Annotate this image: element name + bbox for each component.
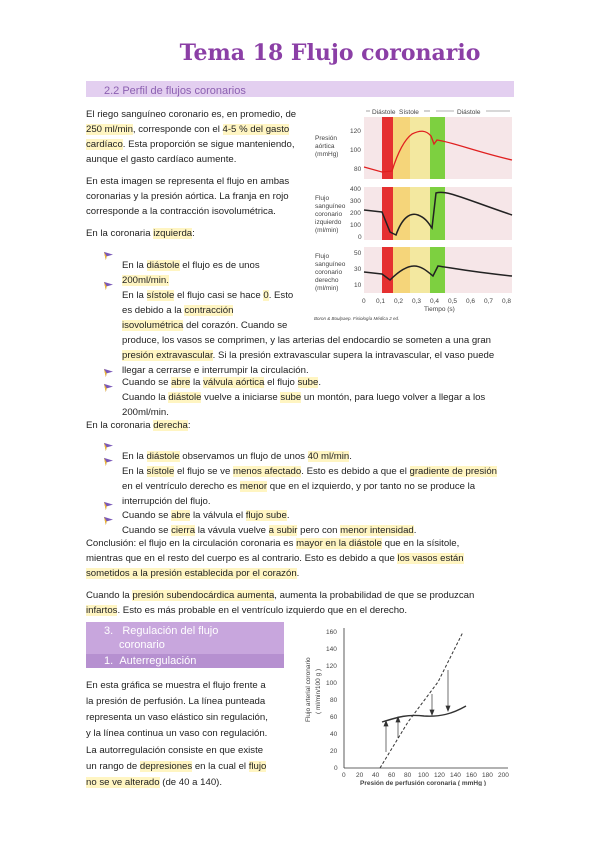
band-red [382,117,393,179]
band-green [430,247,445,293]
highlight: gradiente de presión [409,465,497,477]
text: , aumenta la probabilidad de que se produzcan [274,590,475,601]
regulation-arrows [384,670,450,752]
arrow-bullet-icon [104,281,113,290]
y-tick-label: 0 [334,765,338,772]
tick-label: 50 [354,250,362,257]
highlight: válvula aórtica [203,376,265,388]
panel-right-coronary-flow [315,247,512,293]
y-tick-label: 40 [330,731,338,738]
text: . Esto es más probable en el ventrículo izquierdo que en el derecho. [117,605,408,616]
section-3-line-1 [104,624,218,638]
highlight: contracción [184,304,234,316]
time-axis [314,298,511,321]
izq-b2-line-4: produce, los vasos se comprimen, y las arterias del endocardio se someten a una gran [122,334,492,346]
izq-b1-line-2 [122,273,169,288]
page-title: Tema 18 Flujo coronario [179,40,481,66]
x-tick-label: 0,4 [430,298,440,305]
izq-b2-line-6: llegar a cerrarse e interrumpir la circulación. [122,364,309,376]
band-yellow-light [410,187,430,240]
highlight: menor intensidad [340,524,414,536]
axis-label-line: aórtica [315,143,335,150]
text: Cuando se [122,524,172,536]
izq-b4-line-1 [122,390,485,405]
axis-label-line: coronario [315,211,343,218]
phase-label-diastole-2: Diástole [457,109,481,116]
x-tick-label: 0,6 [466,298,476,305]
intro-line-1: El riego sanguíneo coronario es, en promedio, de [86,109,297,120]
y-axis-label-line-2: ( ml/min/100 g ) [315,668,322,714]
band-green [430,187,445,240]
x-axis-label: Tiempo (s) [424,306,455,313]
y-tick-label: 20 [330,748,338,755]
conclusion-line-3 [86,566,299,581]
autoregulation-figure [298,622,514,786]
x-tick-label: 0,3 [412,298,422,305]
phase-label-diastole: Diástole [372,109,396,116]
regulated-solid-curve [382,706,466,722]
text: vuelve a iniciarse [201,391,281,403]
y-tick-label: 80 [330,697,338,704]
text: en la cual el [192,761,249,772]
x-tick-label: 180 [482,772,493,779]
der-b2-line-3: interrupción del flujo. [122,495,211,507]
text: En la [122,450,147,462]
highlight: a subir [268,524,298,536]
conclusion-line-2 [86,551,464,566]
y-tick-label: 100 [326,680,337,687]
tick-label: 300 [350,198,361,205]
panel-left-coronary-flow [315,186,512,241]
x-tick-label: 140 [450,772,461,779]
der-b2-line-1 [122,464,497,479]
img-text-line-2: coronarias y la presión aórtica. La franja en rojo [86,191,289,202]
auto-p2-line-2 [86,759,266,774]
tick-label: 30 [354,266,362,273]
arrow-bullet-icon [104,501,113,510]
auto-p1-line-3: representa un vaso elástico sin regulación, [86,712,268,723]
der-b1-line-1 [122,449,352,464]
text: , corresponde con el [132,124,223,135]
axis-label-line: coronario [315,269,343,276]
band-red [382,247,393,293]
x-tick-label: 0,8 [502,298,512,305]
section-title: Regulación del flujo [122,625,219,637]
text: un rango de [86,761,140,772]
text: : [187,420,191,431]
auto-p2-line-3 [86,775,222,790]
y-tick-label: 160 [326,629,337,636]
tick-label: 80 [354,166,362,173]
x-tick-label: 0,2 [394,298,404,305]
text: Cuando se [122,376,172,388]
text: que en el izquierdo, y por tanto no se produce la [267,480,476,492]
x-tick-label: 0,7 [484,298,494,305]
tick-label: 120 [350,128,361,135]
conclusion-line-1 [86,536,459,551]
highlight: no se ve alterado [86,777,160,788]
axis-label-line: (ml/min) [315,227,339,234]
band-green [430,117,445,179]
arrow-bullet-icon [104,368,113,377]
highlight: 250 ml/min [86,124,133,135]
highlight: mayor en la diástole [296,538,382,549]
highlight: menor [239,480,268,492]
izq-b1-line-1 [122,258,260,273]
img-text-line-3: corresponde a la contracción isovolumétrica. [86,206,276,217]
arrow-bullet-icon [104,442,113,451]
arrow-down-head [430,710,434,715]
intro-line-2 [86,122,289,137]
section-header-label: 2.2 Perfil de flujos coronarios [104,85,246,97]
izq-b3-line-1 [122,375,321,390]
text: observamos un flujo de unos [179,450,308,462]
axis-label-line: (mmHg) [315,151,339,158]
highlight: isovolumétrica [122,319,184,331]
izq-b2-line-1 [122,288,293,303]
text: . Esto [268,289,294,301]
der-heading [86,418,191,433]
coronary-flow-figure [312,100,520,322]
highlight: sístole [146,465,175,477]
text: : [192,228,195,239]
section-3-line-2: coronario [119,639,165,651]
highlight: menos afectado [232,465,302,477]
auto-p1-line-2: la presión de perfusión. La línea punteada [86,696,266,707]
tick-label: 100 [350,222,361,229]
izq-b2-line-2 [122,303,233,318]
izq-heading [86,226,195,241]
subendo-line-2 [86,603,407,618]
highlight: sístole [146,289,175,301]
text: Cuando se [122,509,172,521]
x-tick-label: 100 [418,772,429,779]
section-header-3 [86,622,284,668]
izq-b4-line-2: 200ml/min. [122,406,169,418]
axis-label-line: derecho [315,277,339,284]
text: . Esta proporción se sigue manteniendo, [122,139,295,150]
text: . Esto es debido a que el [301,465,410,477]
axis-label-line: Presión [315,135,338,142]
text: Conclusión: el flujo en la circulación coronaria es [86,538,297,549]
text: mientras que en el resto del cuerpo es al contrario. Esto es debido a que [86,553,398,564]
highlight: 40 ml/min [307,450,350,462]
arrow-down-head [446,706,450,711]
arrow-bullet-icon [104,383,113,392]
x-tick-label: 0 [362,298,366,305]
izq-b2-line-3 [122,318,287,333]
highlight: sometidos a la presión establecida por el corazón [86,568,297,579]
subsection-title: Auterregulación [119,655,197,667]
text: en el ventrículo derecho es [122,480,240,492]
tick-label: 400 [350,186,361,193]
text: la vávula vuelve [195,524,269,536]
text: el flujo es de unos [179,259,260,271]
highlight: presión subendocárdica aumenta [132,590,275,601]
x-tick-label: 160 [466,772,477,779]
highlight: abre [171,376,191,388]
phase-label-systole: Sístole [399,109,419,116]
text: En la [122,259,147,271]
x-tick-label: 20 [356,772,364,779]
axis-label-line: Flujo [315,195,330,202]
figure-credit: Boron & Boulpaep. Fisiología Médica 2 ed. [314,316,400,321]
text: . [318,376,321,388]
text: pero con [297,524,341,536]
arrow-bullet-icon [104,251,113,260]
axis-label-line: izquierdo [315,219,342,226]
text: el flujo [264,376,298,388]
x-tick-label: 40 [372,772,380,779]
highlight: diástole [146,450,180,462]
highlight: cierra [171,524,196,536]
tick-label: 200 [350,210,361,217]
highlight: abre [171,509,191,521]
highlight: cardíaco [86,139,123,150]
x-axis-label: Presión de perfusión coronaria ( mmHg ) [360,780,487,786]
x-tick-label: 0,1 [376,298,386,305]
highlight: izquierda [153,228,193,239]
y-axis-ticks [326,629,338,772]
band-yellow-light [410,117,430,179]
auto-p2-line-1: La autorregulación consiste en que existe [86,745,264,756]
unregulated-dashed-line [380,632,463,768]
highlight: depresiones [139,761,193,772]
highlight: infartos [86,605,118,616]
text: Cuando la [122,391,169,403]
text: Cuando la [86,590,133,601]
auto-p1-line-1: En esta gráfica se muestra el flujo frente a [86,680,266,691]
auto-p1-line-4: y la línea continua un vaso con regulación. [86,728,268,739]
text: . [286,509,290,521]
subendo-line-1 [86,588,474,603]
panel-aortic-pressure [315,117,512,179]
highlight: sube [297,376,319,388]
axis-label-line: (ml/min) [315,285,339,292]
subsection-number: 1. [104,655,114,667]
axis-label-line: Flujo [315,253,330,260]
x-axis-ticks [342,772,509,779]
tick-label: 10 [354,282,362,289]
text: En la coronaria [86,420,154,431]
text: que en la sísitole, [381,538,460,549]
highlight: 4-5 % del gasto [222,124,290,135]
x-tick-label: 0 [342,772,346,779]
x-tick-label: 200 [498,772,509,779]
subsection-header [86,654,284,668]
text: En la [122,465,147,477]
text: el flujo casi se hace [174,289,264,301]
highlight: presión extravascular [122,349,213,361]
axis-label-line: sanguíneo [315,261,346,268]
section-number: 3. [104,625,114,637]
izq-b2-line-5 [122,348,494,363]
text: En la coronaria [86,228,154,239]
y-axis-label-line-1: Flujo arterial coronario [305,657,312,722]
highlight: 200ml/min. [122,274,169,286]
text: . [349,450,352,462]
text: es debido a la [122,304,185,316]
x-tick-label: 120 [434,772,445,779]
band-yellow-light [410,247,430,293]
highlight: diástole [168,391,202,403]
arrow-bullet-icon [104,516,113,525]
text: el flujo se ve [174,465,233,477]
text: del corazón. Cuando se [183,319,288,331]
text: (de 40 a 140). [159,777,223,788]
axis-label-line: sanguíneo [315,203,346,210]
text: la [190,376,204,388]
x-tick-label: 80 [404,772,412,779]
y-tick-label: 60 [330,714,338,721]
highlight: derecha [153,420,188,431]
text: . Si la presión extravascular supera la intravascular, el vaso puede [212,349,495,361]
band-yellow [393,187,410,240]
der-b2-line-2 [122,479,475,494]
x-tick-label: 60 [388,772,396,779]
tick-label: 0 [358,234,362,241]
highlight: diástole [146,259,180,271]
img-text-line-1: En esta imagen se representa el flujo en ambas [86,176,290,187]
intro-line-3 [86,137,295,152]
highlight: sube [280,391,302,403]
intro-line-4: aunque el gasto cardíaco aumente. [86,154,237,165]
highlight: flujo sube [245,509,287,521]
text: . [296,568,300,579]
der-b3-line-1 [122,508,290,523]
text: la válvula el [190,509,246,521]
text: un montón, para luego volver a llegar a los [301,391,486,403]
tick-label: 100 [350,147,361,154]
highlight: los vasos están [397,553,464,564]
text: En la [122,289,147,301]
arrow-bullet-icon [104,457,113,466]
text: . [413,524,417,536]
section-header-2-2 [86,81,514,97]
y-tick-label: 140 [326,646,337,653]
x-tick-label: 0,5 [448,298,458,305]
highlight: 0 [263,289,269,301]
highlight: flujo [248,761,267,772]
y-tick-label: 120 [326,663,337,670]
